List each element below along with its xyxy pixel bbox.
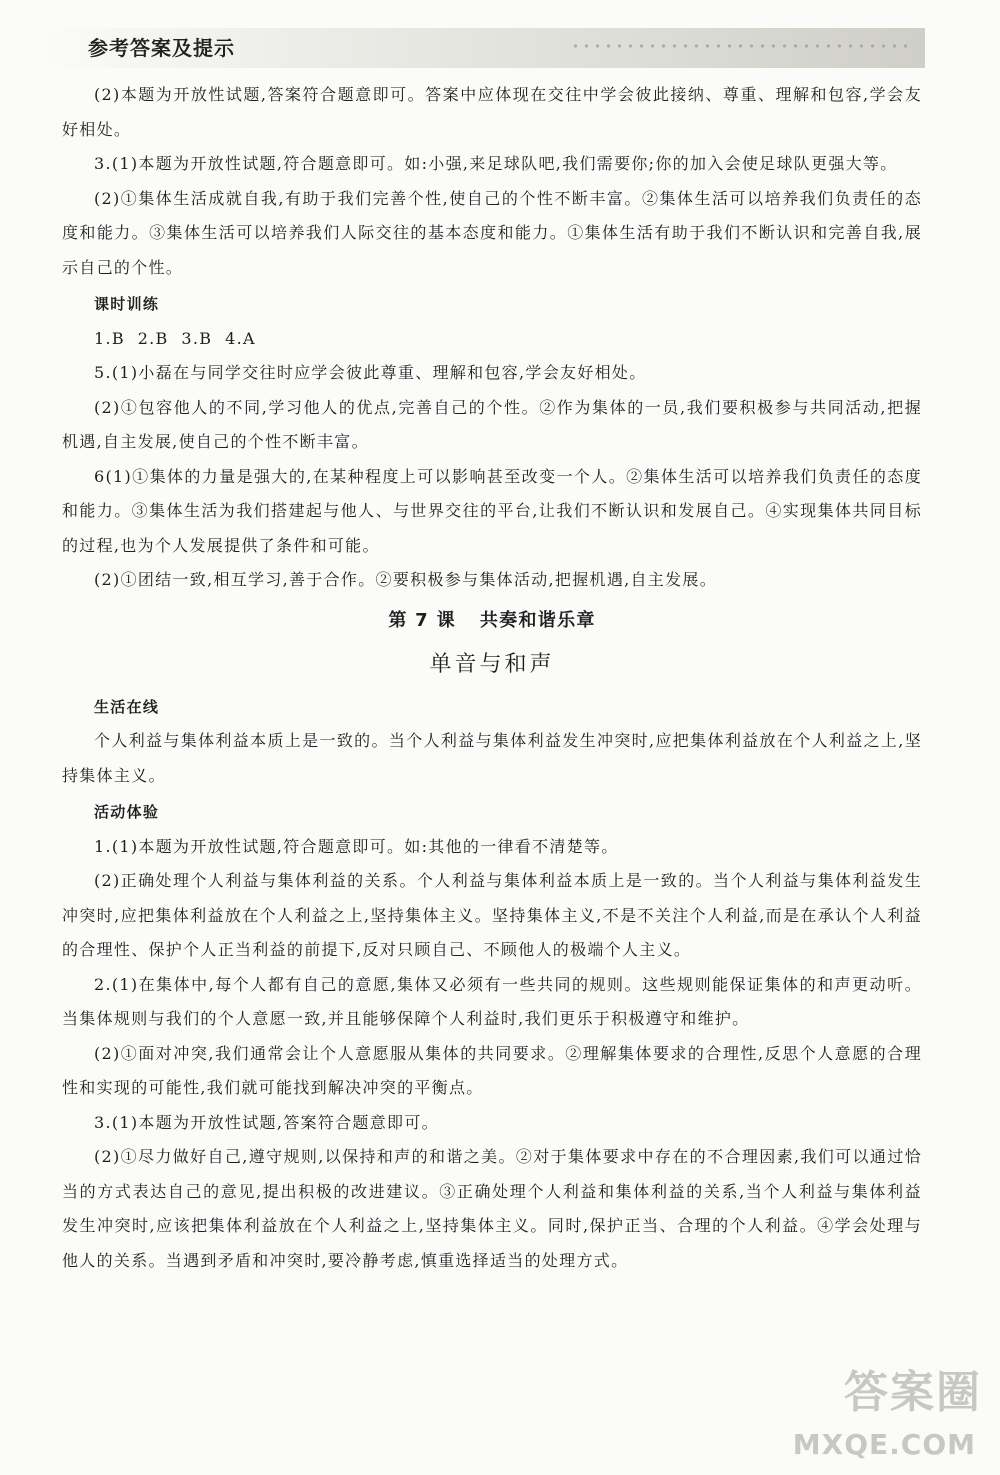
answer-paragraph: 1.(1)本题为开放性试题,符合题意即可。如:其他的一律看不清楚等。 [94, 836, 619, 856]
sub-heading-shenghuo-zaixian: 生活在线 [94, 697, 160, 716]
lesson-number: 第 7 课 [388, 609, 456, 631]
answer-paragraph: (2)①包容他人的不同,学习他人的优点,完善自己的个性。②作为集体的一员,我们要积极参与共同活动,把握机遇,自主发展,使自己的个性不断丰富。 [62, 397, 922, 451]
answer-paragraph: 5.(1)小磊在与同学交往时应学会彼此尊重、理解和包容,学会友好相处。 [94, 363, 647, 382]
answer-paragraph: 6(1)①集体的力量是强大的,在某种程度上可以影响甚至改变一个人。②集体生活可以培养我们负责任的态度和能力。③集体生活为我们搭建起与他人、与世界交往的平台,让我们不断认识和发展自己。④实现集体共同目标的过程,也为个人发展提供了条件和可能。 [62, 466, 922, 555]
answer-choice-list: 1.B 2.B 3.B 4.A [94, 328, 256, 348]
lesson-title [62, 602, 922, 640]
header-dot-pattern [570, 40, 910, 52]
site-watermark [792, 1356, 982, 1461]
section-title: 单音与和声 [429, 651, 555, 677]
answer-paragraph: (2)①集体生活成就自我,有助于我们完善个性,使自己的个性不断丰富。②集体生活可以培养我们负责任的态度和能力。③集体生活可以培养我们人际交往的基本态度和能力。①集体生活有助于我们不断认识和完善自我,展示自己的个性。 [62, 188, 922, 277]
answer-paragraph: 3.(1)本题为开放性试题,答案符合题意即可。 [94, 1112, 439, 1132]
answer-paragraph: 3.(1)本题为开放性试题,符合题意即可。如:小强,来足球队吧,我们需要你;你的加入会使足球队更强大等。 [94, 154, 898, 173]
lesson-name: 共奏和谐乐章 [479, 609, 596, 631]
sub-heading-keshi-xunlian: 课时训练 [94, 295, 160, 313]
answer-paragraph: (2)①尽力做好自己,遵守规则,以保持和声的和谐之美。②对于集体要求中存在的不合理因素,我们可以通过恰当的方式表达自己的意见,提出积极的改进建议。③正确处理个人利益和集体利益的关系,当个人利益与集体利益发生冲突时,应该把集体利益放在个人利益之上,坚持集体主义。同时,保护正当、合理的个人利益。④学会处理与他人的关系。当遇到矛盾和冲突时,要冷静考虑,慎重选择适当的处理方式。 [62, 1147, 922, 1270]
answer-paragraph: (2)①面对冲突,我们通常会让个人意愿服从集体的共同要求。②理解集体要求的合理性,反思个人意愿的合理性和实现的可能性,我们就可能找到解决冲突的平衡点。 [62, 1043, 922, 1097]
sub-heading-huodong-tiyan: 活动体验 [94, 803, 160, 821]
answer-paragraph: 个人利益与集体利益本质上是一致的。当个人利益与集体利益发生冲突时,应把集体利益放在个人利益之上,坚持集体主义。 [62, 731, 922, 785]
answer-content [62, 78, 922, 1278]
answer-paragraph: 2.(1)在集体中,每个人都有自己的意愿,集体又必须有一些共同的规则。这些规则能保证集体的和声更动听。当集体规则与我们的个人意愿一致,并且能够保障个人利益时,我们更乐于积极遵守和维护。 [62, 974, 922, 1028]
answer-paragraph: (2)正确处理个人利益与集体利益的关系。个人利益与集体利益本质上是一致的。当个人利益与集体利益发生冲突时,应把集体利益放在个人利益之上,坚持集体主义。坚持集体主义,不是不关注个人利益,而是在承认个人利益的合理性、保护个人正当利益的前提下,反对只顾自己、不顾他人的极端个人主义。 [62, 871, 922, 959]
answer-paragraph: (2)①团结一致,相互学习,善于合作。②要积极参与集体活动,把握机遇,自主发展。 [94, 570, 718, 589]
watermark-domain: MXQE.COM [792, 1428, 976, 1461]
answer-paragraph: (2)本题为开放性试题,答案符合题意即可。答案中应体现在交往中学会彼此接纳、尊重、理解和包容,学会友好相处。 [62, 85, 922, 139]
page-header-title: 参考答案及提示 [88, 36, 235, 60]
watermark-logo-text: 答案圈 [844, 1367, 982, 1418]
